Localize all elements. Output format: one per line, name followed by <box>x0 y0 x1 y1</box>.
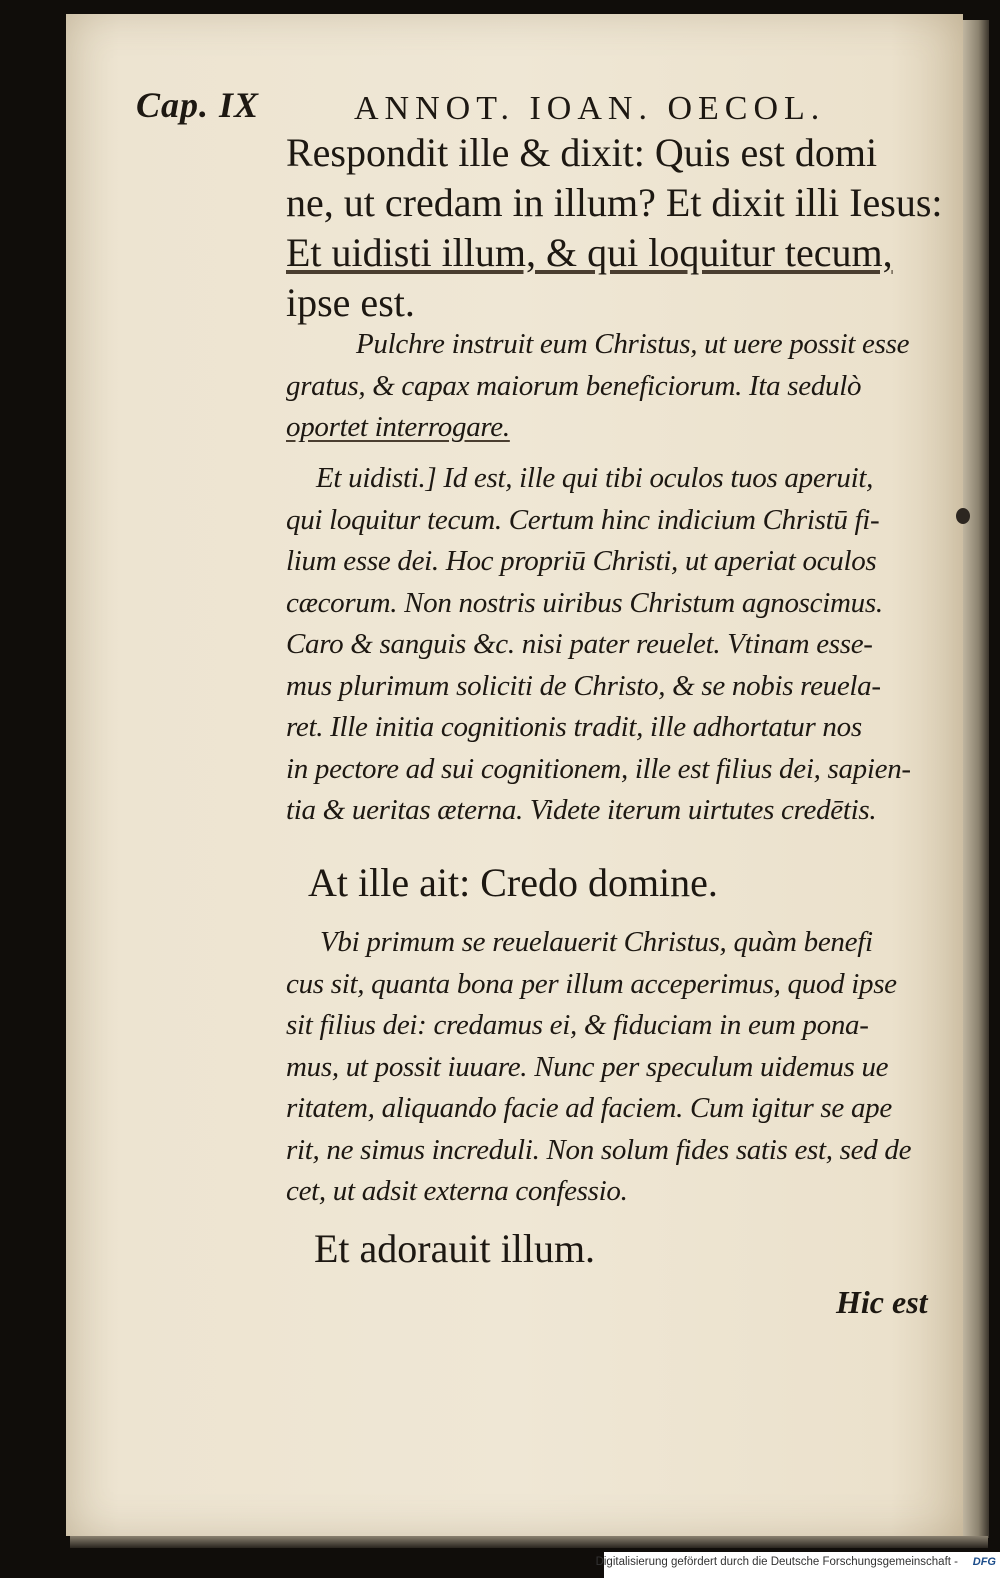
commentary-line: cus sit, quanta bona per illum acceperimus, quod ipse <box>286 967 897 1000</box>
commentary-line: Pulchre instruit eum Christus, ut uere possit esse <box>356 328 910 360</box>
commentary-line: ritatem, aliquando facie ad faciem. Cum igitur se ape <box>286 1092 892 1124</box>
running-title: ANNOT. IOAN. OECOL. <box>354 90 826 127</box>
verse-line: ipse est. <box>286 280 415 325</box>
verse-line: At ille ait: Credo domine. <box>308 860 718 905</box>
dfg-logo: DFG <box>972 1556 996 1568</box>
commentary-line: lium esse dei. Hoc propriū Christi, ut aperiat oculos <box>286 545 877 577</box>
verse-line: Et uidisti illum, & qui loquitur tecum, <box>286 230 893 275</box>
page-edge-bottom <box>70 1536 988 1548</box>
commentary-line: Caro & sanguis &c. nisi pater reuelet. Vtinam esse- <box>286 628 873 660</box>
commentary-1 <box>286 324 946 449</box>
commentary-3 <box>286 922 946 1213</box>
digitization-footer <box>595 1552 1000 1578</box>
commentary-line: qui loquitur tecum. Certum hinc indicium Christū fi- <box>286 503 880 536</box>
margin-ink-dot <box>956 508 970 524</box>
commentary-line: tia & ueritas æterna. Videte iterum uirtutes credētis. <box>286 794 877 826</box>
verse-line: Respondit ille & dixit: Quis est domi <box>286 130 878 175</box>
commentary-line: in pectore ad sui cognitionem, ille est filius dei, sapien- <box>286 752 911 785</box>
commentary-line: mus plurimum soliciti de Christo, & se nobis reuela- <box>286 669 881 702</box>
commentary-line: mus, ut possit iuuare. Nunc per speculum uidemus ue <box>286 1050 889 1083</box>
verse-1 <box>286 128 946 328</box>
verse-2 <box>286 858 946 908</box>
verse-line: Et adorauit illum. <box>314 1226 596 1271</box>
commentary-line: oportet interrogare. <box>286 411 510 443</box>
commentary-line: cet, ut adsit externa confessio. <box>286 1175 628 1207</box>
commentary-2 <box>286 458 946 832</box>
page-edge-right <box>963 20 989 1538</box>
commentary-line: Vbi primum se reuelauerit Christus, quàm benefi <box>320 926 873 958</box>
commentary-line: cæcorum. Non nostris uiribus Christum agnoscimus. <box>286 586 883 619</box>
commentary-line: rit, ne simus increduli. Non solum fides satis est, sed de <box>286 1133 912 1166</box>
running-head <box>136 84 866 134</box>
commentary-line: ret. Ille initia cognitionis tradit, ille adhortatur nos <box>286 711 862 743</box>
verse-line: ne, ut credam in illum? Et dixit illi Iesus: <box>286 180 943 225</box>
footer-credit: Digitalisierung gefördert durch die Deutsche Forschungsgemeinschaft - <box>595 1556 958 1568</box>
chapter-label: Cap. IX <box>136 85 260 125</box>
catchword: Hic est <box>836 1284 928 1320</box>
commentary-line: gratus, & capax maiorum beneficiorum. Ita sedulò <box>286 369 862 402</box>
commentary-line: sit filius dei: credamus ei, & fiduciam in eum pona- <box>286 1009 869 1041</box>
verse-3 <box>286 1224 946 1274</box>
commentary-line: Et uidisti.] Id est, ille qui tibi oculos tuos aperuit, <box>316 462 874 494</box>
